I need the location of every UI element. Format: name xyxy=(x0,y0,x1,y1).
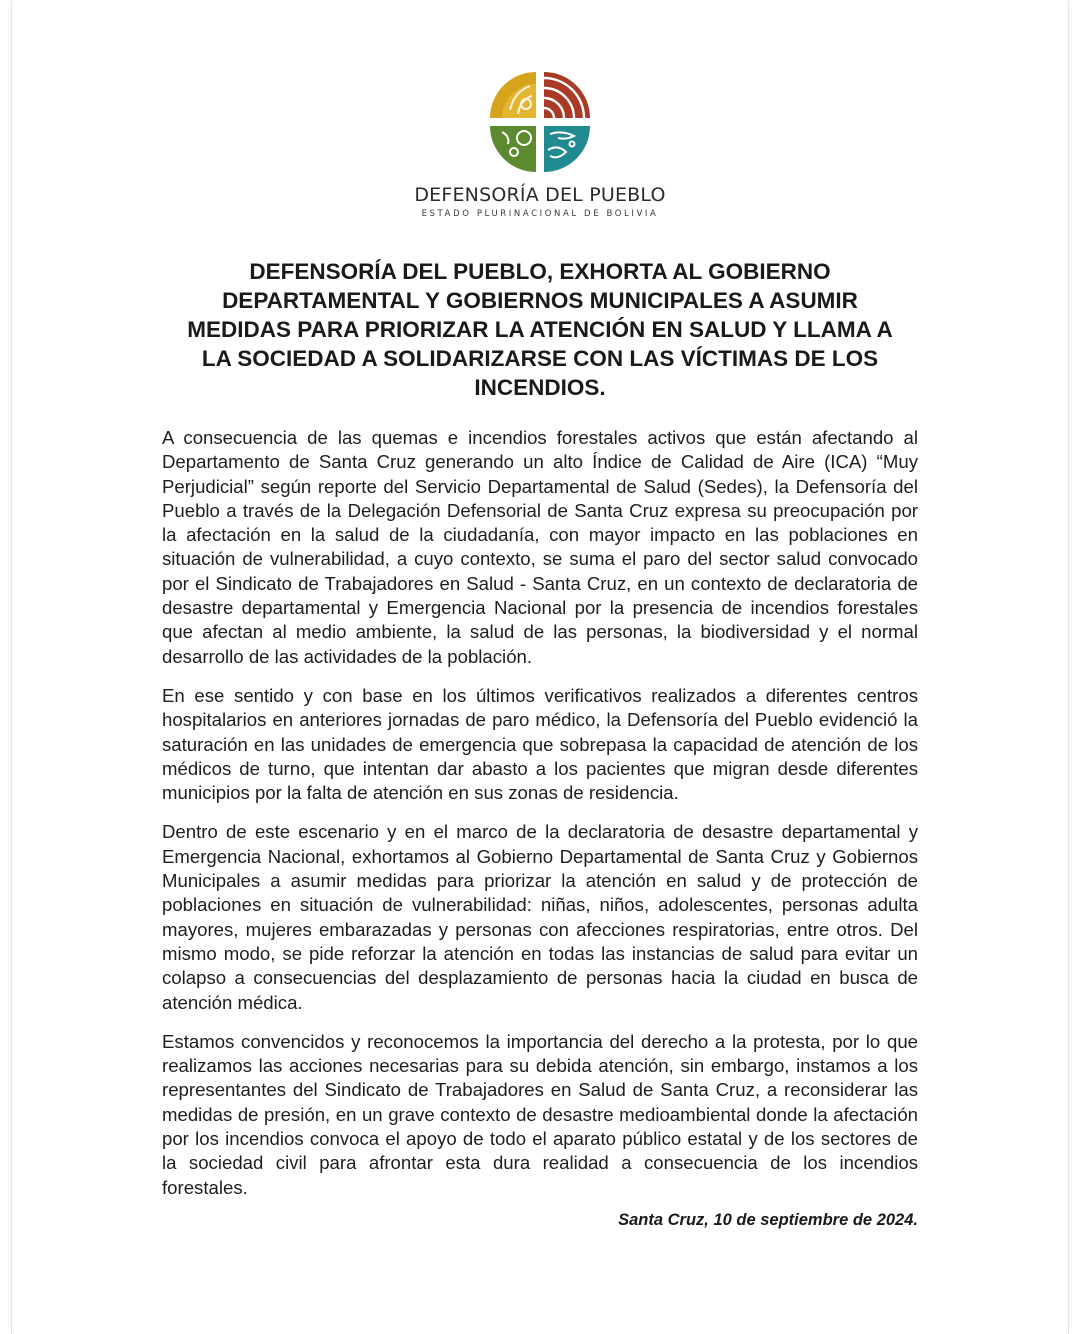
paragraph: Estamos convencidos y reconocemos la importancia del derecho a la protesta, por lo que realizamos las acciones necesarias para su debida atención, sin embargo, instamos a los representantes del Sindicato de Trabajadores en Salud de Santa Cruz, a reconsiderar las medidas de presión, en un grave contexto de desastre medioambiental donde la afectación por los incendios convoca el apoyo de todo el aparato público estatal y de los sectores de la sociedad civil para afrontar esta dura realidad a consecuencia de los incendios forestales. xyxy=(162,1030,918,1198)
date-signature: Santa Cruz, 10 de septiembre de 2024. xyxy=(618,1211,918,1229)
org-subtitle: ESTADO PLURINACIONAL DE BOLIVIA xyxy=(421,209,659,219)
paragraph: A consecuencia de las quemas e incendios forestales activos que están afectando al Departamento de Santa Cruz generando un alto Índice de Calidad de Aire (ICA) “Muy Perjudicial” según reporte del Servicio Departamental de Salud (Sedes), la Defensoría del Pueblo a través de la Delegación Defensorial de Santa Cruz expresa su preocupación por la afectación en la salud de la ciudadanía, con mayor impacto en las poblaciones en situación de vulnerabilidad, a cuyo contexto, se suma el paro del sector salud convocado por el Sindicato de Trabajadores en Salud - Santa Cruz, en un contexto de declaratoria de desastre departamental y Emergencia Nacional por la presencia de incendios forestales que afectan al medio ambiente, la salud de las personas, la biodiversidad y el normal desarrollo de las actividades de la población. xyxy=(162,427,918,667)
paragraph: Dentro de este escenario y en el marco de la declaratoria de desastre departamental y Emergencia Nacional, exhortamos al Gobierno Departamental de Santa Cruz y Gobiernos Municipales a asumir medidas para priorizar la atención en salud y de protección de poblaciones en situación de vulnerabilidad: niñas, niños, adolescentes, personas adulta mayores, mujeres embarazadas y personas con afecciones respiratorias, entre otros. Del mismo modo, se pide reforzar la atención en todas las instancias de salud para evitar un colapso a consecuencias del desplazamiento de personas hacia la ciudad en busca de atención médica. xyxy=(162,821,918,1013)
defensoria-emblem-icon xyxy=(488,70,592,174)
document-body xyxy=(162,426,918,1215)
logo-block xyxy=(0,70,1080,220)
document-title: DEFENSORÍA DEL PUEBLO, EXHORTA AL GOBIERNO DEPARTAMENTAL Y GOBIERNOS MUNICIPALES A ASUMIR MEDIDAS PARA PRIORIZAR LA ATENCIÓN EN SALUD Y LLAMA A LA SOCIEDAD A SOLIDARIZARSE CON LAS VÍCTIMAS DE LOS INCENDIOS. xyxy=(187,259,893,400)
org-name: DEFENSORÍA DEL PUEBLO xyxy=(414,184,666,206)
paragraph: En ese sentido y con base en los últimos verificativos realizados a diferentes centros hospitalarios en anteriores jornadas de paro médico, la Defensoría del Pueblo evidenció la saturación en las unidades de emergencia que sobrepasa la capacidad de atención de los médicos de turno, que intentan dar abasto a los pacientes que migran desde diferentes municipios por la falta de atención en sus zonas de residencia. xyxy=(162,684,918,804)
